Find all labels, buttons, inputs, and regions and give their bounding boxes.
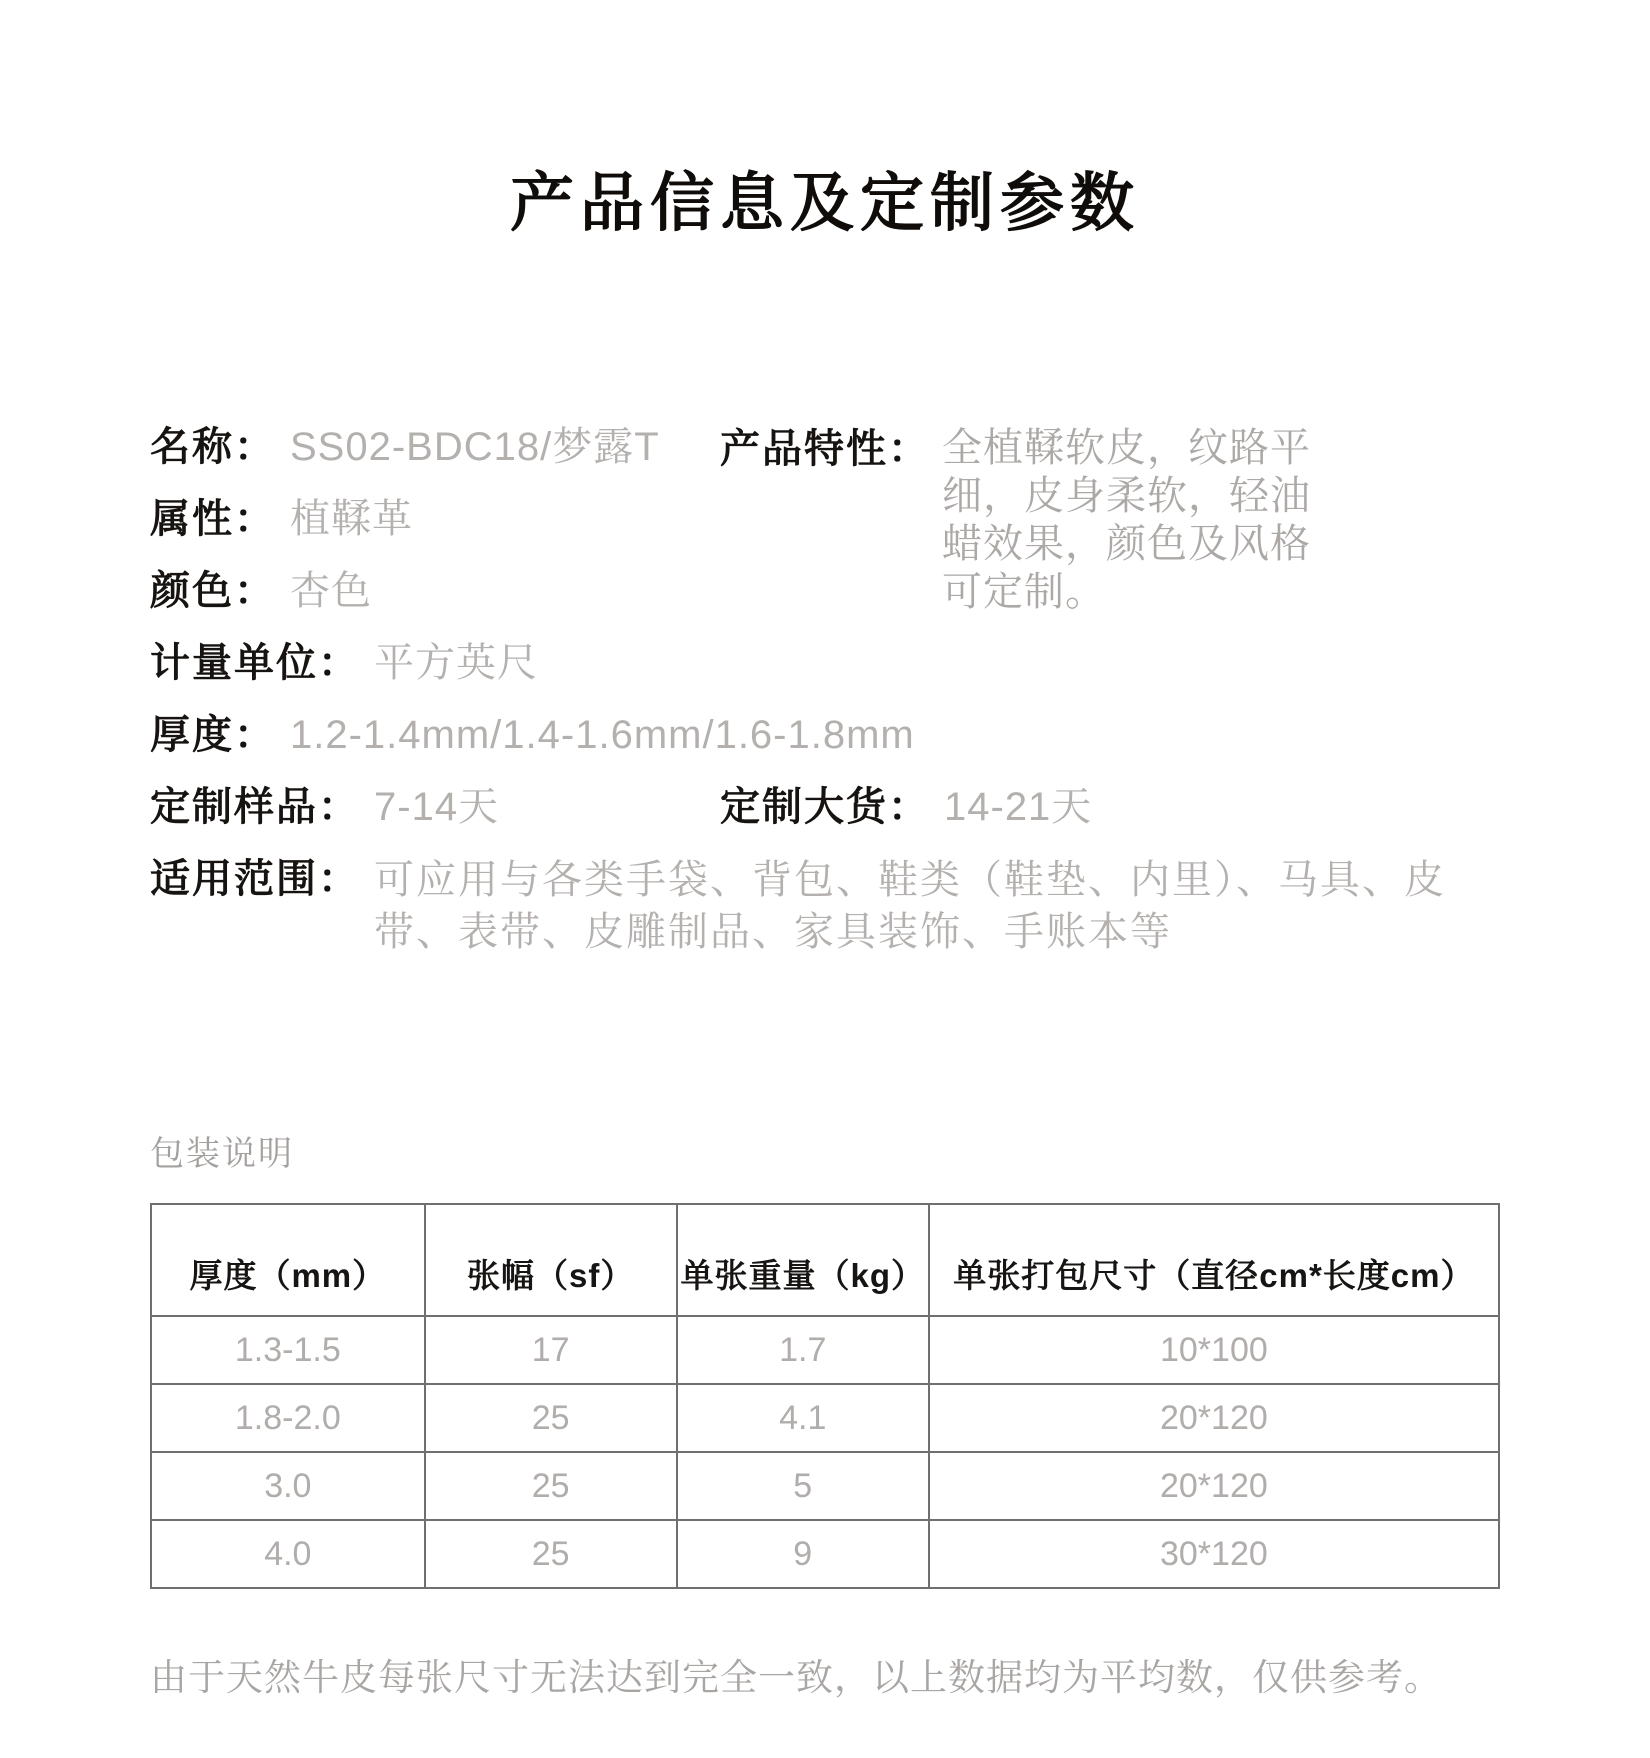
spec-row-leadtime: [150, 782, 1500, 832]
table-row: [151, 1384, 1499, 1452]
spec-label-color: 颜色：: [150, 569, 276, 613]
spec-label-thickness: 厚度：: [150, 713, 276, 757]
spec-value-color: 杏色: [290, 569, 372, 613]
cell-thickness: 4.0: [151, 1520, 425, 1588]
header-thickness: 厚度（mm）: [151, 1204, 425, 1316]
packaging-section-title: 包装说明: [150, 1135, 294, 1173]
spec-value-thickness: 1.2-1.4mm/1.4-1.6mm/1.6-1.8mm: [290, 713, 915, 757]
cell-packed-size: 20*120: [929, 1384, 1499, 1452]
leadtime-sample: [150, 785, 499, 829]
header-packed-size: 单张打包尺寸（直径cm*长度cm）: [929, 1204, 1499, 1316]
spec-label-unit: 计量单位：: [150, 641, 360, 685]
table-row: [151, 1316, 1499, 1384]
leadtime-bulk: [720, 782, 1092, 832]
spec-label-attribute: 属性：: [150, 497, 276, 541]
spec-label-bulk-leadtime: 定制大货：: [720, 785, 930, 829]
header-sheet-size: 张幅（sf）: [425, 1204, 677, 1316]
product-features-block: [720, 424, 1338, 616]
cell-thickness: 1.8-2.0: [151, 1384, 425, 1452]
cell-sheet-weight: 5: [677, 1452, 929, 1520]
spec-label-scope: 适用范围：: [150, 857, 360, 901]
cell-sheet-size: 25: [425, 1520, 677, 1588]
cell-sheet-weight: 4.1: [677, 1384, 929, 1452]
spec-label-name: 名称：: [150, 425, 276, 469]
spec-label-sample-leadtime: 定制样品：: [150, 785, 360, 829]
cell-packed-size: 20*120: [929, 1452, 1499, 1520]
content-area: [150, 422, 1500, 1701]
header-sheet-weight: 单张重量（kg）: [677, 1204, 929, 1316]
spec-value-unit: 平方英尺: [374, 641, 538, 685]
cell-sheet-weight: 9: [677, 1520, 929, 1588]
cell-sheet-size: 25: [425, 1452, 677, 1520]
spec-label-features: 产品特性：: [720, 427, 930, 471]
packaging-table: [150, 1203, 1500, 1589]
cell-sheet-size: 25: [425, 1384, 677, 1452]
packaging-table-header-row: [151, 1204, 1499, 1316]
spec-value-name: SS02-BDC18/梦露T: [290, 425, 660, 469]
product-specs-section: [150, 422, 1500, 958]
page-title: 产品信息及定制参数: [510, 167, 1140, 239]
cell-packed-size: 10*100: [929, 1316, 1499, 1384]
spec-row-scope: [150, 854, 1500, 958]
spec-value-attribute: 植鞣革: [290, 497, 413, 541]
cell-thickness: 3.0: [151, 1452, 425, 1520]
spec-value-features: 全植鞣软皮，纹路平细，皮身柔软，轻油蜡效果，颜色及风格可定制。: [942, 426, 1311, 614]
spec-value-scope: 可应用与各类手袋、背包、鞋类（鞋垫、内里）、马具、皮带、表带、皮雕制品、家具装饰、手账本等: [374, 858, 1446, 954]
spec-row-unit: [150, 638, 1500, 688]
table-row: [151, 1520, 1499, 1588]
table-row: [151, 1452, 1499, 1520]
cell-packed-size: 30*120: [929, 1520, 1499, 1588]
cell-thickness: 1.3-1.5: [151, 1316, 425, 1384]
spec-value-sample-leadtime: 7-14天: [374, 785, 500, 829]
cell-sheet-size: 17: [425, 1316, 677, 1384]
spec-row-thickness: [150, 710, 1500, 760]
packaging-note: 由于天然牛皮每张尺寸无法达到完全一致，以上数据均为平均数，仅供参考。: [150, 1657, 1442, 1698]
cell-sheet-weight: 1.7: [677, 1316, 929, 1384]
spec-value-bulk-leadtime: 14-21天: [944, 785, 1093, 829]
